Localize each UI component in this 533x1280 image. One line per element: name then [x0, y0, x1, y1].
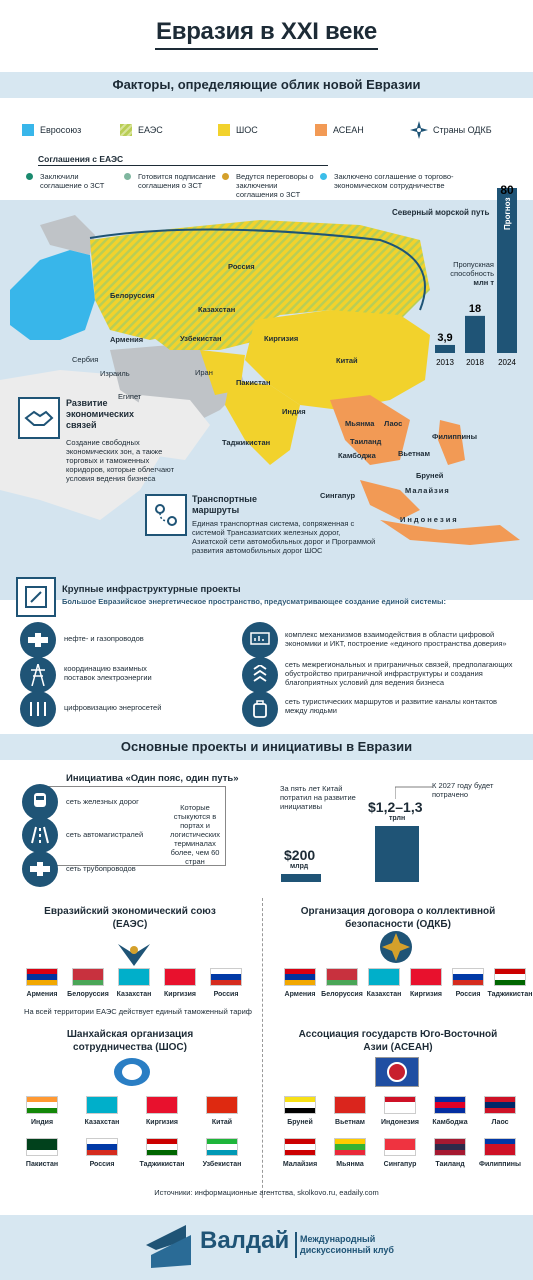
flag-icon — [494, 968, 526, 986]
agreements-title: Соглашения с ЕАЭС — [38, 154, 124, 164]
csto-emblem-icon — [378, 929, 414, 965]
country-name: Пакистан — [25, 1161, 59, 1168]
handshake-icon — [18, 397, 60, 439]
label-singapore: Сингапур — [320, 491, 356, 500]
country-name: Китай — [211, 1119, 233, 1126]
label-vietnam: Вьетнам — [398, 449, 431, 458]
nsr-value-label: 80 — [500, 183, 514, 197]
country-flag-item — [196, 968, 256, 998]
central-asia-region — [150, 310, 260, 350]
country-name: Армения — [284, 991, 316, 998]
label-myanmar: Мьянма — [345, 419, 375, 428]
flag-icon — [86, 1138, 118, 1156]
infra-right-2: сеть межрегиональных и приграничных связей, предполагающих обустройство приграничной инфраструктуры и создания благоприятных условий для ведения бизнеса — [285, 660, 513, 687]
label-uzbekistan: Узбекистан — [180, 334, 222, 343]
china-spent-value: $200 — [284, 847, 316, 863]
label-china: Китай — [336, 356, 358, 365]
legend-eu-label: Евросоюз — [40, 125, 82, 135]
agreement-label-2: Готовится подписание соглашения о ЗСТ — [138, 172, 216, 190]
label-india: Индия — [282, 407, 306, 416]
asean-flags-row1 — [270, 1096, 530, 1136]
highway-icon — [22, 817, 58, 853]
legend-csto-label: Страны ОДКБ — [433, 125, 492, 135]
legend-asean-label: АСЕАН — [333, 125, 364, 135]
infra-left-3: цифровизацию энергосетей — [64, 703, 162, 712]
country-name: Филиппины — [479, 1161, 521, 1168]
nsr-forecast-label: Прогноз — [503, 197, 512, 230]
country-flag-item — [192, 1138, 252, 1168]
nsr-value-label: 18 — [468, 302, 482, 315]
country-flag-item — [470, 1096, 530, 1126]
label-iran: Иран — [195, 368, 213, 377]
label-thailand: Таиланд — [350, 437, 382, 446]
nsr-bar-chart — [425, 180, 525, 370]
valdai-logo-icon — [146, 1220, 196, 1270]
country-flag-item — [132, 1138, 192, 1168]
flag-icon — [164, 968, 196, 986]
country-name: Узбекистан — [202, 1161, 242, 1168]
label-serbia: Сербия — [72, 355, 99, 364]
country-name: Таджикистан — [139, 1161, 185, 1168]
label-israel: Израиль — [100, 369, 130, 378]
flag-icon — [72, 968, 104, 986]
transport-text: Единая транспортная система, сопряженная с системой Трансазиатских железных дорог, Азиатской сети автомобильных дорог и Программой развития автомобильных дорог ШОС — [192, 519, 376, 555]
country-flag-item — [12, 1096, 72, 1126]
blueprint-icon — [16, 577, 56, 617]
china-spent-bar — [281, 874, 321, 882]
flag-icon — [146, 1138, 178, 1156]
country-name: Вьетнам — [335, 1119, 365, 1126]
country-name: Мьянма — [336, 1161, 364, 1168]
country-name: Россия — [455, 991, 481, 998]
flag-icon — [26, 1096, 58, 1114]
flag-icon — [26, 968, 58, 986]
country-name: Таджикистан — [487, 991, 533, 998]
eaeu-logo-icon — [113, 936, 155, 972]
nsr-value-label: 3,9 — [437, 331, 453, 344]
legend-asean — [315, 124, 364, 136]
flag-icon — [334, 1138, 366, 1156]
csto-star-icon — [410, 121, 428, 139]
dot-trade-coop — [320, 173, 327, 180]
country-name: Камбоджа — [432, 1119, 468, 1126]
china-spent-unit: млрд — [290, 863, 309, 870]
agreements-rule — [38, 165, 328, 166]
country-name: Сингапур — [383, 1161, 417, 1168]
belt-title: Инициатива «Один пояс, один путь» — [66, 773, 239, 784]
label-philippines: Филиппины — [432, 432, 477, 441]
eaeu-note: На всей территории ЕАЭС действует единый таможенный тариф — [24, 1007, 252, 1016]
country-name: Белоруссия — [321, 991, 363, 998]
section-header-factors: Факторы, определяющие облик новой Евразии — [0, 72, 533, 98]
econ-text: Создание свободных экономических зон, а также торговых и таможенных коридоров, которые облегчают условия ведения бизнеса — [66, 438, 175, 483]
pipeline-icon — [20, 622, 56, 658]
country-name: Россия — [213, 991, 239, 998]
csto-title: Организация договора о коллективной безопасности (ОДКБ) — [300, 906, 496, 930]
legend-eaeu-label: ЕАЭС — [138, 125, 163, 135]
nsr-year-label: 2024 — [498, 358, 516, 367]
country-name: Индонезия — [381, 1119, 419, 1126]
country-flag-item — [192, 1096, 252, 1126]
agreement-label-4: Заключено соглашение о торгово-экономическом сотрудничестве — [334, 172, 454, 190]
nsr-unit: млн т — [473, 278, 494, 287]
eu-swatch — [22, 124, 34, 136]
country-name: Киргизия — [164, 991, 196, 998]
label-malaysia: Малайзия — [405, 486, 450, 495]
footer-tagline-2: дискуссионный клуб — [300, 1245, 394, 1255]
country-flag-item — [480, 968, 533, 998]
country-flag-item — [72, 1138, 132, 1168]
country-name: Киргизия — [410, 991, 442, 998]
flag-icon — [334, 1096, 366, 1114]
belt-pipe-label: сеть трубопроводов — [66, 864, 136, 873]
sco-flags-row2 — [12, 1138, 252, 1178]
label-russia: Россия — [228, 262, 255, 271]
country-flag-item — [132, 1096, 192, 1126]
label-kyrgyzstan: Киргизия — [264, 334, 299, 343]
eaeu-flags-row — [12, 968, 252, 1008]
section-header-projects: Основные проекты и инициативы в Евразии — [0, 734, 533, 760]
route-pin-icon — [145, 494, 187, 536]
china-spent-label: За пять лет Китай потратил на развитие инициативы — [280, 784, 356, 811]
sco-swatch — [218, 124, 230, 136]
legend-csto — [410, 121, 492, 139]
belt-road-label: сеть автомагистралей — [66, 830, 144, 839]
flag-icon — [284, 1138, 316, 1156]
country-name: Киргизия — [146, 1119, 178, 1126]
legend-eu — [22, 124, 81, 136]
footer-tagline-1: Международный — [300, 1234, 376, 1244]
label-tajikistan: Таджикистан — [222, 438, 271, 447]
econ-title: Развитие экономических связей — [66, 398, 135, 430]
digital-economy-icon — [242, 622, 278, 658]
label-cambodia: Камбоджа — [338, 451, 376, 460]
label-pakistan: Пакистан — [236, 378, 271, 387]
dot-fta-talks — [222, 173, 229, 180]
asean-flags-row2 — [270, 1138, 530, 1178]
eaeu-title: Евразийский экономический союз (ЕАЭС) — [44, 906, 216, 930]
country-name: Таиланд — [435, 1161, 465, 1168]
flag-icon — [26, 1138, 58, 1156]
infra-title: Крупные инфраструктурные проекты — [62, 584, 241, 595]
train-icon — [22, 784, 58, 820]
country-name: Казахстан — [116, 991, 152, 998]
country-flag-item — [470, 1138, 530, 1168]
dot-fta-signed — [26, 173, 33, 180]
flag-icon — [206, 1096, 238, 1114]
country-name: Бруней — [287, 1119, 313, 1126]
csto-flags-row — [270, 968, 533, 1008]
country-name: Казахстан — [84, 1119, 120, 1126]
asean-title: Ассоциация государств Юго-Восточной Азии (АСЕАН) — [298, 1029, 498, 1053]
future-spend-bar — [375, 826, 419, 882]
tourism-icon — [242, 691, 278, 727]
nsr-year-label: 2013 — [436, 358, 454, 367]
flag-icon — [434, 1096, 466, 1114]
label-egypt: Египет — [118, 392, 142, 401]
border-link-icon — [242, 657, 278, 693]
agreement-label-1: Заключили соглашение о ЗСТ — [40, 172, 105, 190]
infra-subtitle: Большое Евразийское энергетическое пространство, предусматривающее создание единой системы: — [62, 597, 446, 606]
infra-left-1: нефте- и газопроводов — [64, 634, 144, 643]
infra-right-1: комплекс механизмов взаимодействия в области цифровой экономики и ИКТ, построение «единого пространства доверия» — [285, 630, 507, 648]
legend-sco-label: ШОС — [236, 125, 258, 135]
eaeu-swatch — [120, 124, 132, 136]
label-brunei: Бруней — [416, 471, 444, 480]
flag-icon — [146, 1096, 178, 1114]
flag-icon — [86, 1096, 118, 1114]
asean-flag-icon — [375, 1057, 419, 1087]
flag-icon — [384, 1138, 416, 1156]
country-flag-item — [12, 1138, 72, 1168]
belt-rail-label: сеть железных дорог — [66, 797, 139, 806]
sources-note: Источники: информационные агентства, skolkovo.ru, eadaily.com — [154, 1188, 379, 1197]
dot-fta-prep — [124, 173, 131, 180]
legend-sco — [218, 124, 258, 136]
label-kazakhstan: Казахстан — [198, 305, 236, 314]
nsr-label: Северный морской путь — [392, 208, 490, 217]
power-line-icon — [20, 657, 56, 693]
flag-icon — [484, 1096, 516, 1114]
flag-icon — [118, 968, 150, 986]
country-flag-item — [72, 1096, 132, 1126]
footer-brand: Валдай — [200, 1227, 290, 1254]
country-name: Индия — [30, 1119, 54, 1126]
legend-eaeu — [120, 124, 163, 136]
country-name: Лаос — [491, 1119, 509, 1126]
flag-icon — [384, 1096, 416, 1114]
sco-flags-row1 — [12, 1096, 252, 1136]
label-armenia: Армения — [110, 335, 144, 344]
flag-icon — [434, 1138, 466, 1156]
nsr-bar-2018 — [465, 316, 485, 353]
agreement-label-3: Ведутся переговоры о заключении соглашения о ЗСТ — [236, 172, 314, 199]
country-name: Белоруссия — [67, 991, 109, 998]
future-spend-value: $1,2–1,3 — [368, 799, 423, 815]
title-underline — [155, 48, 378, 50]
infra-right-3: сеть туристических маршрутов и развитие каналы контактов между людьми — [285, 697, 497, 715]
nsr-year-label: 2018 — [466, 358, 484, 367]
transport-title: Транспортные маршруты — [192, 494, 257, 515]
nsr-capacity-label: Пропускная способность — [450, 260, 494, 278]
label-laos: Лаос — [384, 419, 403, 428]
country-name: Казахстан — [366, 991, 402, 998]
footer-divider — [295, 1232, 297, 1258]
sco-logo-icon — [112, 1056, 152, 1088]
flag-icon — [210, 968, 242, 986]
country-name: Россия — [89, 1161, 115, 1168]
infra-left-2: координацию взаимных поставок электроэнергии — [64, 664, 152, 682]
future-spend-label: К 2027 году будет потрачено — [432, 781, 494, 799]
orgs-divider — [262, 898, 263, 1198]
asean-swatch — [315, 124, 327, 136]
digital-grid-icon — [20, 691, 56, 727]
flag-icon — [206, 1138, 238, 1156]
country-name: Малайзия — [282, 1161, 318, 1168]
pipe-icon — [22, 851, 58, 887]
belt-note: Которые стыкуются в портах и логистических терминалах более, чем 60 стран — [170, 803, 220, 866]
label-belarus: Белоруссия — [110, 291, 155, 300]
nsr-bar-2013 — [435, 345, 455, 353]
label-indonesia: Индонезия — [400, 515, 459, 524]
page-title: Евразия в XXI веке — [156, 18, 377, 45]
flag-icon — [284, 1096, 316, 1114]
country-name: Армения — [26, 991, 58, 998]
flag-icon — [484, 1138, 516, 1156]
sco-title: Шанхайская организация сотрудничества (ШОС) — [66, 1029, 194, 1053]
future-spend-unit: трлн — [389, 815, 406, 822]
future-spend-pointer — [395, 785, 435, 800]
